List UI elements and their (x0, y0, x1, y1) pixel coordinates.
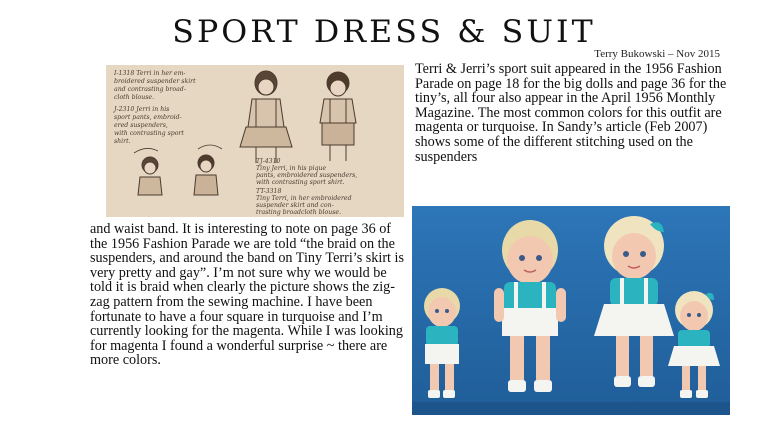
catalog-clipping-image (106, 65, 404, 217)
caption-terri-line-1: I-1318 Terri in her em- (114, 70, 186, 77)
byline: Terry Bukowski – Nov 2015 (594, 48, 720, 60)
caption-tiny-terri-line-1: TT-3318 (256, 188, 282, 195)
caption-jerri-line-4: with contrasting sport (114, 130, 184, 137)
caption-tiny-jerri-line-3: pants, embroidered suspenders, (256, 172, 358, 179)
caption-tiny-jerri-line-1: TJ-4310 (256, 158, 281, 165)
caption-tiny-jerri-line-2: Tiny Jerri, in his pique (256, 165, 327, 172)
caption-tiny-terri-line-2: Tiny Terri, in her embroidered (256, 195, 352, 202)
caption-terri-line-4: cloth blouse. (114, 94, 155, 101)
article-title: SPORT DRESS & SUIT (172, 14, 596, 50)
caption-jerri-line-5: shirt. (114, 138, 131, 145)
caption-terri-line-2: broidered suspender skirt (114, 78, 196, 85)
article-paragraph-left: and waist band. It is interesting to note on page 36 of the 1956 Fashion Parade we are told “the braid on the suspenders, and around the band on Tiny Terri’s skirt is very pretty and gay”. I’m not sure why we would be told it is braid when clearly the picture shows the zig-zag pattern from the sewing machine. I have been fortunate to have a four square in turquoise and I’m currently looking for the magenta. While I was looking for magenta I found a wonderful surprise ~ there are more colors. (90, 221, 404, 369)
caption-jerri-line-3: ered suspenders, (114, 122, 168, 129)
article-paragraph-right: Terri & Jerri’s sport suit appeared in the 1956 Fashion Parade on page 18 for the big dolls and page 36 for the tiny’s, all four also appear in the April 1956 Monthly Magazine. The most common colors for this outfit are magenta or turquoise. In Sandy’s article (Feb 2007) shows some of the different stitching used on the suspenders (415, 61, 727, 165)
caption-jerri-line-1: J-2310 Jerri in his (114, 106, 170, 113)
caption-tiny-terri-line-4: trasting broadcloth blouse. (256, 209, 342, 216)
doll-photo (412, 206, 730, 415)
caption-jerri-line-2: sport pants, embroid- (114, 114, 182, 121)
caption-terri-line-3: and contrasting broad- (114, 86, 186, 93)
article-column-right (415, 62, 735, 164)
article-column-left (90, 222, 408, 368)
caption-tiny-jerri-line-4: with contrasting sport shirt. (256, 179, 345, 186)
caption-tiny-terri-line-3: suspender skirt and con- (256, 202, 334, 209)
